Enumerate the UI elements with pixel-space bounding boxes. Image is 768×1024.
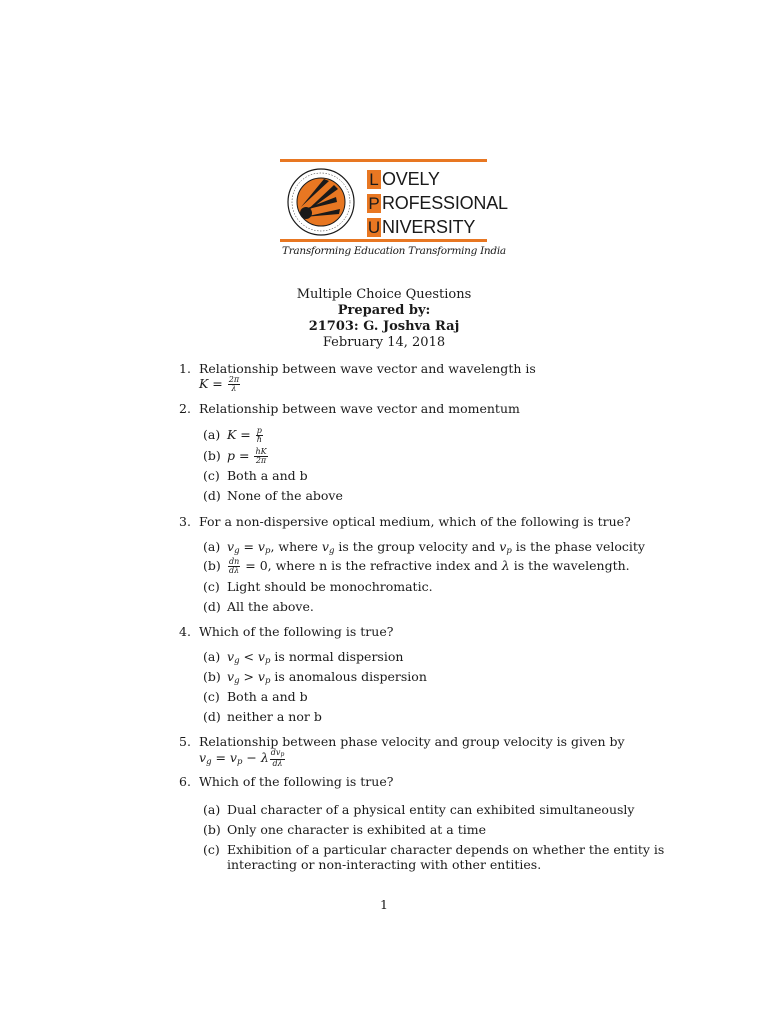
logo-initial: U xyxy=(367,218,381,237)
option-text: Dual character of a physical entity can exhibited simultaneously xyxy=(227,802,635,817)
option-label: (b) xyxy=(203,448,221,463)
option-label: (a) xyxy=(203,427,221,442)
question-number: 5. xyxy=(179,734,191,749)
question-number: 2. xyxy=(179,401,191,416)
option-text: $\frac{dn}{d\lambda}$ = 0, where n is the refractive index and λ is the wavelength. xyxy=(229,557,630,575)
prepared-by-label: Prepared by: xyxy=(337,303,431,318)
option-label: (b) xyxy=(203,558,221,573)
option-text: Both a and b xyxy=(227,689,308,704)
question-number: 3. xyxy=(179,514,191,529)
question-number: 4. xyxy=(179,624,191,639)
option-label: (a) xyxy=(203,802,221,817)
option-text: Both a and b xyxy=(227,468,308,483)
option-text: None of the above xyxy=(227,488,343,503)
option-text: $v_g = v_p$, where $v_g$ is the group velocity and $v_p$ is the phase velocity xyxy=(227,539,645,556)
document-header xyxy=(0,287,768,351)
option-label: (b) xyxy=(203,669,221,684)
option-text: $v_g < v_p$ is normal dispersion xyxy=(227,649,404,666)
option-label: (d) xyxy=(203,709,221,724)
question-text: Relationship between phase velocity and group velocity is given by xyxy=(199,734,625,749)
option-label: (c) xyxy=(203,579,220,594)
logo-word-rest: OVELY xyxy=(382,169,440,189)
question-text: For a non-dispersive optical medium, which of the following is true? xyxy=(199,514,631,529)
university-seal-icon xyxy=(284,167,358,237)
option-text: p = $\frac{hK}{2\pi}$ xyxy=(227,447,267,465)
formula: $v_g = v_p - \lambda$ $\frac{\text{dvp}}{d\lambda}$ xyxy=(199,748,285,768)
option-text: K = $\frac{p}{ħ}$ xyxy=(227,426,262,444)
option-label: (d) xyxy=(203,599,221,614)
logo-bottom-rule xyxy=(280,239,487,242)
logo-initial: P xyxy=(368,194,380,213)
university-logo xyxy=(280,159,508,262)
logo-line-university xyxy=(367,215,508,240)
author-name: 21703: G. Joshva Raj xyxy=(308,319,460,334)
formula: K = $\frac{2\pi}{\lambda}$ xyxy=(199,375,240,393)
option-text: Only one character is exhibited at a time xyxy=(227,822,487,837)
document-date: February 14, 2018 xyxy=(322,335,446,350)
question-text: Which of the following is true? xyxy=(199,624,394,639)
logo-line-professional xyxy=(367,191,508,216)
logo-top-rule xyxy=(280,159,487,162)
option-label: (c) xyxy=(203,842,220,857)
logo-word-rest: NIVERSITY xyxy=(382,217,476,237)
logo-wordmark xyxy=(367,167,508,239)
option-label: (c) xyxy=(203,468,220,483)
option-label: (a) xyxy=(203,649,221,664)
option-text: $v_g > v_p$ is anomalous dispersion xyxy=(227,669,427,686)
option-text-continuation: interacting or non-interacting with other entities. xyxy=(227,857,542,872)
question-text: Which of the following is true? xyxy=(199,774,394,789)
question-number: 6. xyxy=(179,774,191,789)
logo-tagline: Transforming Education Transforming India xyxy=(282,245,506,257)
option-text: neither a nor b xyxy=(227,709,322,724)
option-label: (d) xyxy=(203,488,221,503)
option-text: Exhibition of a particular character depends on whether the entity is xyxy=(227,842,665,857)
option-text: Light should be monochromatic. xyxy=(227,579,433,594)
page-number: 1 xyxy=(380,897,388,912)
question-text: Relationship between wave vector and momentum xyxy=(199,401,520,416)
document-title: Multiple Choice Questions xyxy=(296,287,472,302)
logo-initial: L xyxy=(367,170,381,189)
option-text: All the above. xyxy=(227,599,314,614)
option-label: (a) xyxy=(203,539,221,554)
logo-word-rest: ROFESSIONAL xyxy=(382,193,508,213)
option-label: (c) xyxy=(203,689,220,704)
question-text: Relationship between wave vector and wavelength is xyxy=(199,361,536,376)
question-number: 1. xyxy=(179,361,191,376)
option-label: (b) xyxy=(203,822,221,837)
logo-line-lovely xyxy=(367,167,508,192)
